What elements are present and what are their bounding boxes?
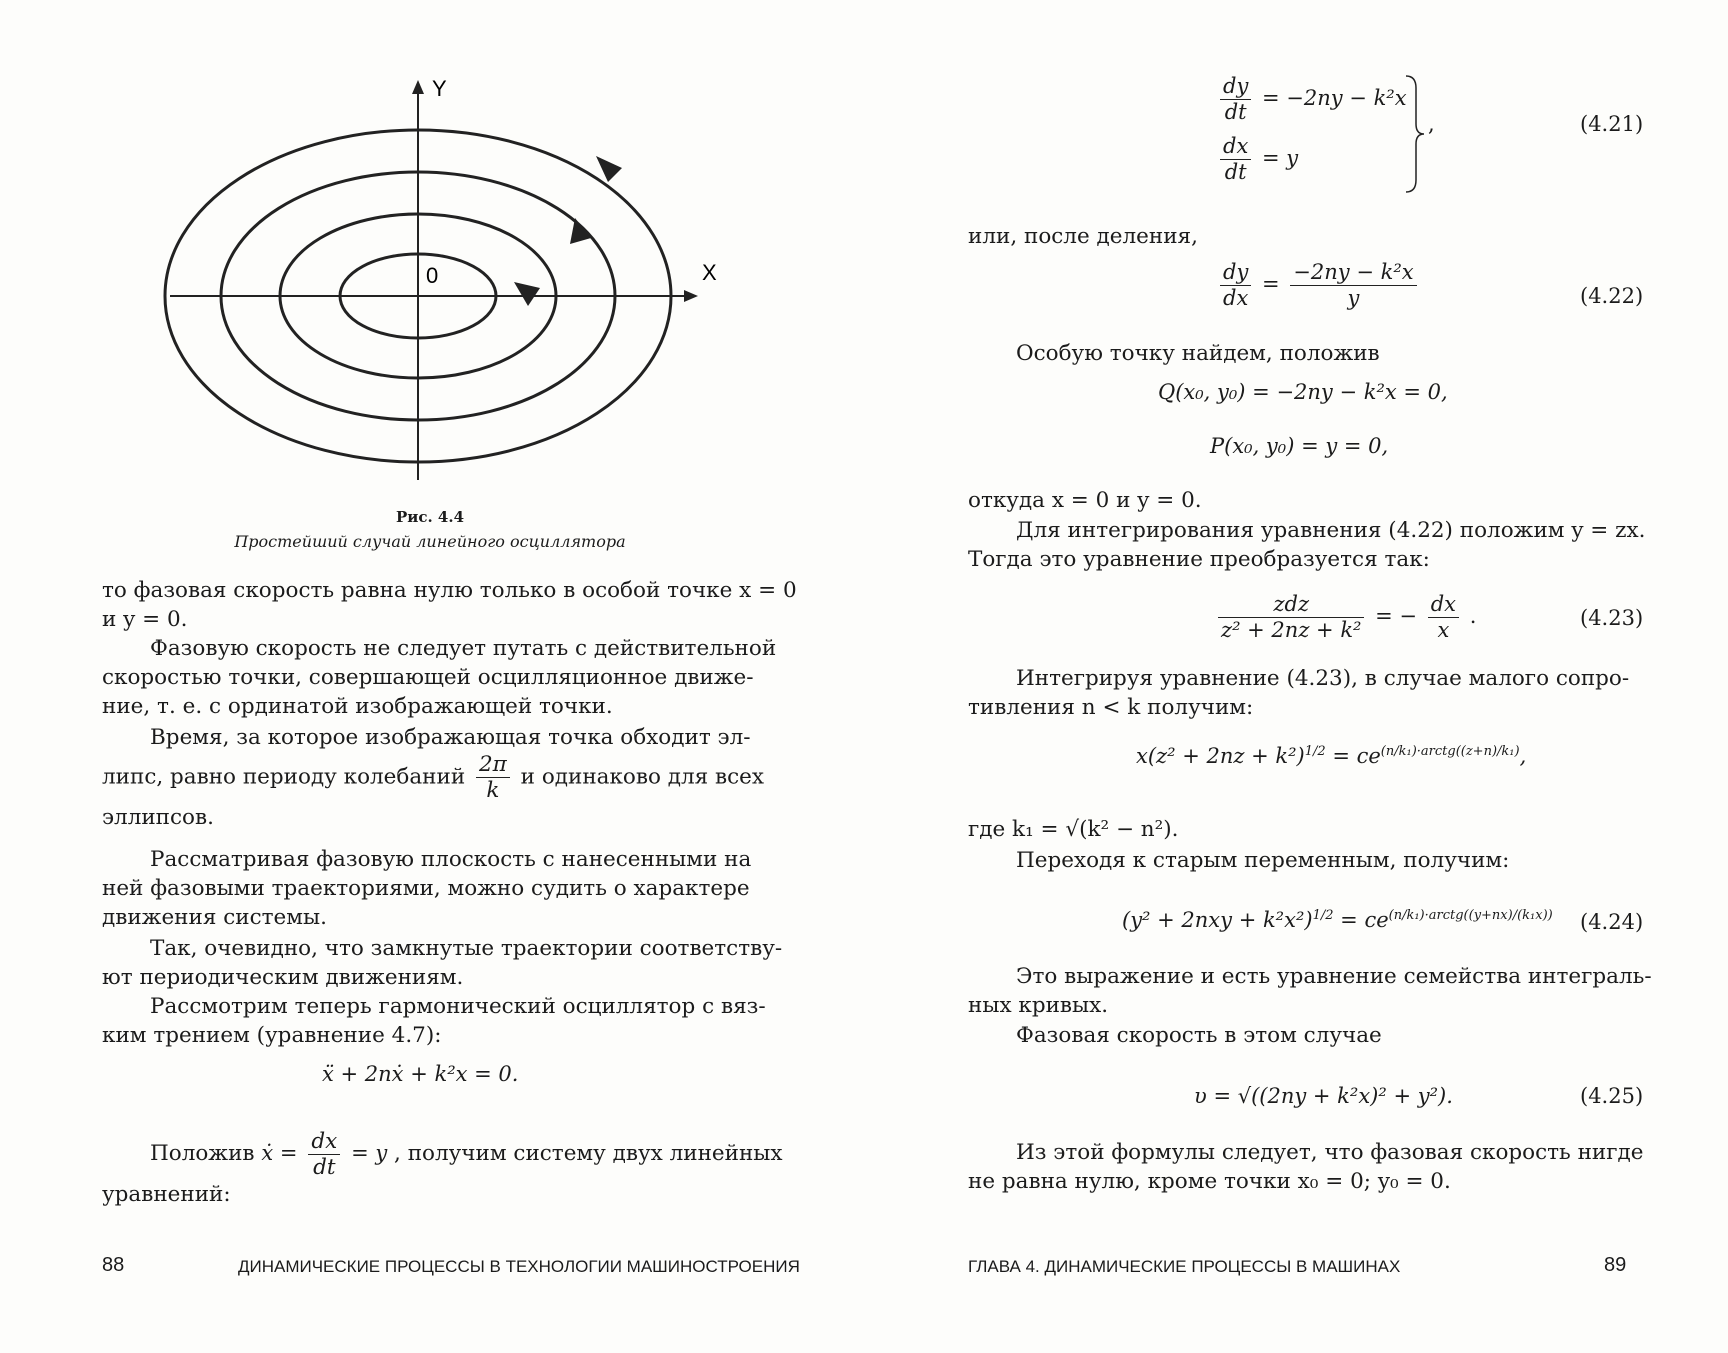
trajectory-arrow-1 xyxy=(596,156,622,182)
solution-comma: , xyxy=(1519,744,1527,768)
paragraph-4 xyxy=(102,845,782,932)
equation-Q: Q(x₀, y₀) = −2ny − k²x = 0, xyxy=(1158,380,1448,404)
fraction-denominator: k xyxy=(486,778,500,803)
text-line: ных кривых. xyxy=(968,993,1109,1018)
fraction-denominator: y xyxy=(1347,286,1360,310)
equation-label-4-23: (4.23) xyxy=(1580,606,1644,630)
text-line: Тогда это уравнение преобразуется так: xyxy=(968,547,1430,572)
oscillator-equation: ẍ + 2nẋ + k²x = 0. xyxy=(322,1062,519,1086)
text-old-variables: Переходя к старым переменным, получим: xyxy=(1016,848,1510,873)
figure-caption-text: Простейший случай линейного осциллятора xyxy=(234,532,626,551)
text-line: эллипсов. xyxy=(102,805,214,830)
eq424-base: (y² + 2nxy + k²x²) xyxy=(1122,908,1313,932)
text-singular-point: Особую точку найдем, положив xyxy=(1016,341,1380,366)
velocity-definition-right: = y xyxy=(351,1141,388,1165)
page-number-left: 88 xyxy=(102,1254,125,1276)
x-axis-arrowhead xyxy=(684,290,698,302)
equation-label-4-25: (4.25) xyxy=(1580,1084,1644,1108)
text-line: Это выражение и есть уравнение семейства интеграль- xyxy=(1016,964,1652,989)
equals-minus: = − xyxy=(1375,604,1418,628)
text-phase-speed: Фазовая скорость в этом случае xyxy=(1016,1023,1382,1048)
right-page xyxy=(864,0,1728,1353)
equation-label-4-22: (4.22) xyxy=(1580,284,1644,308)
paragraph-integrating xyxy=(968,664,1628,722)
text-line: Для интегрирования уравнения (4.22) положим y = zx. xyxy=(1016,518,1646,543)
fraction-denominator: dt xyxy=(1224,160,1247,184)
text-line: ней фазовыми траекториями, можно судить о характере xyxy=(102,876,750,901)
y-axis-arrowhead xyxy=(412,80,424,94)
text-fragment: Положив xyxy=(150,1141,255,1166)
solution-power: 1/2 xyxy=(1304,744,1326,759)
phase-portrait-figure xyxy=(150,70,717,490)
solution-rhs: = ce xyxy=(1332,744,1381,768)
equation-P: P(x₀, y₀) = y = 0, xyxy=(1210,434,1389,458)
paragraph-6 xyxy=(102,992,782,1050)
figure-caption-title: Рис. 4.4 xyxy=(395,508,465,526)
fraction-denominator: dt xyxy=(313,1154,336,1180)
equation-label-4-24: (4.24) xyxy=(1580,910,1644,934)
text-where-k1: где k₁ = √(k² − n²). xyxy=(968,817,1179,842)
eq421-row-2 xyxy=(1216,134,1407,194)
text-after-division: или, после деления, xyxy=(968,224,1198,249)
text-line: Фазовую скорость не следует путать с действительной xyxy=(150,636,777,661)
text-line: Так, очевидно, что замкнутые траектории соответству- xyxy=(150,936,783,961)
fraction-numerator: dy xyxy=(1220,260,1251,286)
period: . xyxy=(1469,604,1477,628)
text-line: то фазовая скорость равна нулю только в особой точке x = 0 xyxy=(102,578,797,603)
fraction-numerator: dx xyxy=(1220,134,1251,160)
eq424-power: 1/2 xyxy=(1312,908,1334,923)
running-header-right: ГЛАВА 4. ДИНАМИЧЕСКИЕ ПРОЦЕССЫ В МАШИНАХ xyxy=(968,1257,1401,1276)
period-fraction xyxy=(476,752,510,803)
running-header-left: ДИНАМИЧЕСКИЕ ПРОЦЕССЫ В ТЕХНОЛОГИИ МАШИНОСТРОЕНИЯ xyxy=(238,1257,800,1276)
paragraph-1 xyxy=(102,576,797,634)
text-line-with-fraction xyxy=(102,1128,782,1180)
fraction-denominator: dx xyxy=(1223,286,1249,310)
paragraph-family xyxy=(968,962,1652,1020)
equation-4-25: υ = √((2ny + k²x)² + y²). xyxy=(1194,1084,1453,1108)
solution-base: x(z² + 2nz + k²) xyxy=(1136,744,1305,768)
text-line: ние, т. е. с ординатой изображающей точки. xyxy=(102,694,613,719)
text-line: Из этой формулы следует, что фазовая скорость нигде xyxy=(1016,1140,1644,1165)
text-line: ют периодическим движениям. xyxy=(102,965,464,990)
equation-4-22 xyxy=(1216,260,1421,311)
fraction-denominator: dt xyxy=(1224,100,1247,124)
zdz-fraction xyxy=(1218,592,1364,643)
paragraph-2 xyxy=(102,634,782,721)
dx-dt-fraction xyxy=(1220,134,1251,185)
text-line: ким трением (уравнение 4.7): xyxy=(102,1023,442,1048)
equation-label-4-21: (4.21) xyxy=(1580,112,1644,136)
fraction-numerator: −2ny − k²x xyxy=(1290,260,1416,286)
fraction-numerator: dx xyxy=(1428,592,1459,618)
text-fragment: липс, равно периоду колебаний xyxy=(102,764,466,790)
eq421-rhs-2: = y xyxy=(1261,146,1299,170)
dy-dt-fraction xyxy=(1220,74,1251,125)
fraction-denominator: z² + 2nz + k² xyxy=(1221,618,1362,642)
x-axis-label: X xyxy=(702,260,717,285)
paragraph-7 xyxy=(102,1128,782,1209)
text-line: Время, за которое изображающая точка обходит эл- xyxy=(150,725,751,750)
page-number-right: 89 xyxy=(1604,1254,1627,1276)
y-axis-label: Y xyxy=(432,76,447,101)
eq421-comma: , xyxy=(1428,112,1435,136)
fraction-denominator: x xyxy=(1437,618,1450,642)
eq421-row-1 xyxy=(1216,74,1407,134)
equals-sign: = xyxy=(1262,272,1280,296)
paragraph-integrate xyxy=(968,516,1646,574)
text-fragment: и одинаково для всех xyxy=(520,764,765,790)
eq424-exponent: (n/k₁)·arctg((y+nx)/(k₁x)) xyxy=(1388,908,1553,923)
text-fragment: , получим систему двух линейных xyxy=(394,1141,783,1166)
paragraph-3 xyxy=(102,723,782,832)
system-brace xyxy=(1402,74,1426,194)
equation-4-21 xyxy=(1216,74,1407,194)
text-whence: откуда x = 0 и y = 0. xyxy=(968,488,1202,513)
equation-4-23 xyxy=(1214,592,1476,643)
solution-exponent: (n/k₁)·arctg((z+n)/k₁) xyxy=(1380,744,1520,759)
text-line: уравнений: xyxy=(102,1181,231,1207)
fraction-numerator: 2π xyxy=(476,752,510,778)
text-line: движения системы. xyxy=(102,905,327,930)
fraction-numerator: dy xyxy=(1220,74,1251,100)
origin-label: 0 xyxy=(426,263,439,288)
rhs-fraction xyxy=(1290,260,1416,311)
paragraph-final xyxy=(968,1138,1644,1196)
trajectory-arrow-3 xyxy=(514,282,540,306)
text-line: не равна нулю, кроме точки x₀ = 0; y₀ = 0. xyxy=(968,1169,1451,1194)
text-line: скоростью точки, совершающей осцилляционное движе- xyxy=(102,665,754,690)
text-line-with-fraction xyxy=(102,752,782,803)
paragraph-5 xyxy=(102,934,782,992)
fraction-numerator: zdz xyxy=(1218,592,1364,618)
dy-dx-fraction xyxy=(1220,260,1251,311)
dx-x-fraction xyxy=(1428,592,1459,643)
dx-dt-fraction xyxy=(308,1129,340,1180)
text-line: Рассматривая фазовую плоскость с нанесенными на xyxy=(150,847,752,872)
text-line: тивления n < k получим: xyxy=(968,695,1254,720)
text-line: Рассмотрим теперь гармонический осциллятор с вяз- xyxy=(150,994,766,1019)
text-line: и y = 0. xyxy=(102,607,188,632)
general-solution xyxy=(1136,744,1526,768)
text-line: Интегрируя уравнение (4.23), в случае малого сопро- xyxy=(1016,666,1630,691)
velocity-definition-left: ẋ = xyxy=(261,1141,298,1165)
equation-4-24 xyxy=(1122,908,1553,932)
eq424-rhs: = ce xyxy=(1340,908,1389,932)
fraction-numerator: dx xyxy=(308,1129,340,1155)
eq421-rhs-1: = −2ny − k²x xyxy=(1262,86,1407,110)
